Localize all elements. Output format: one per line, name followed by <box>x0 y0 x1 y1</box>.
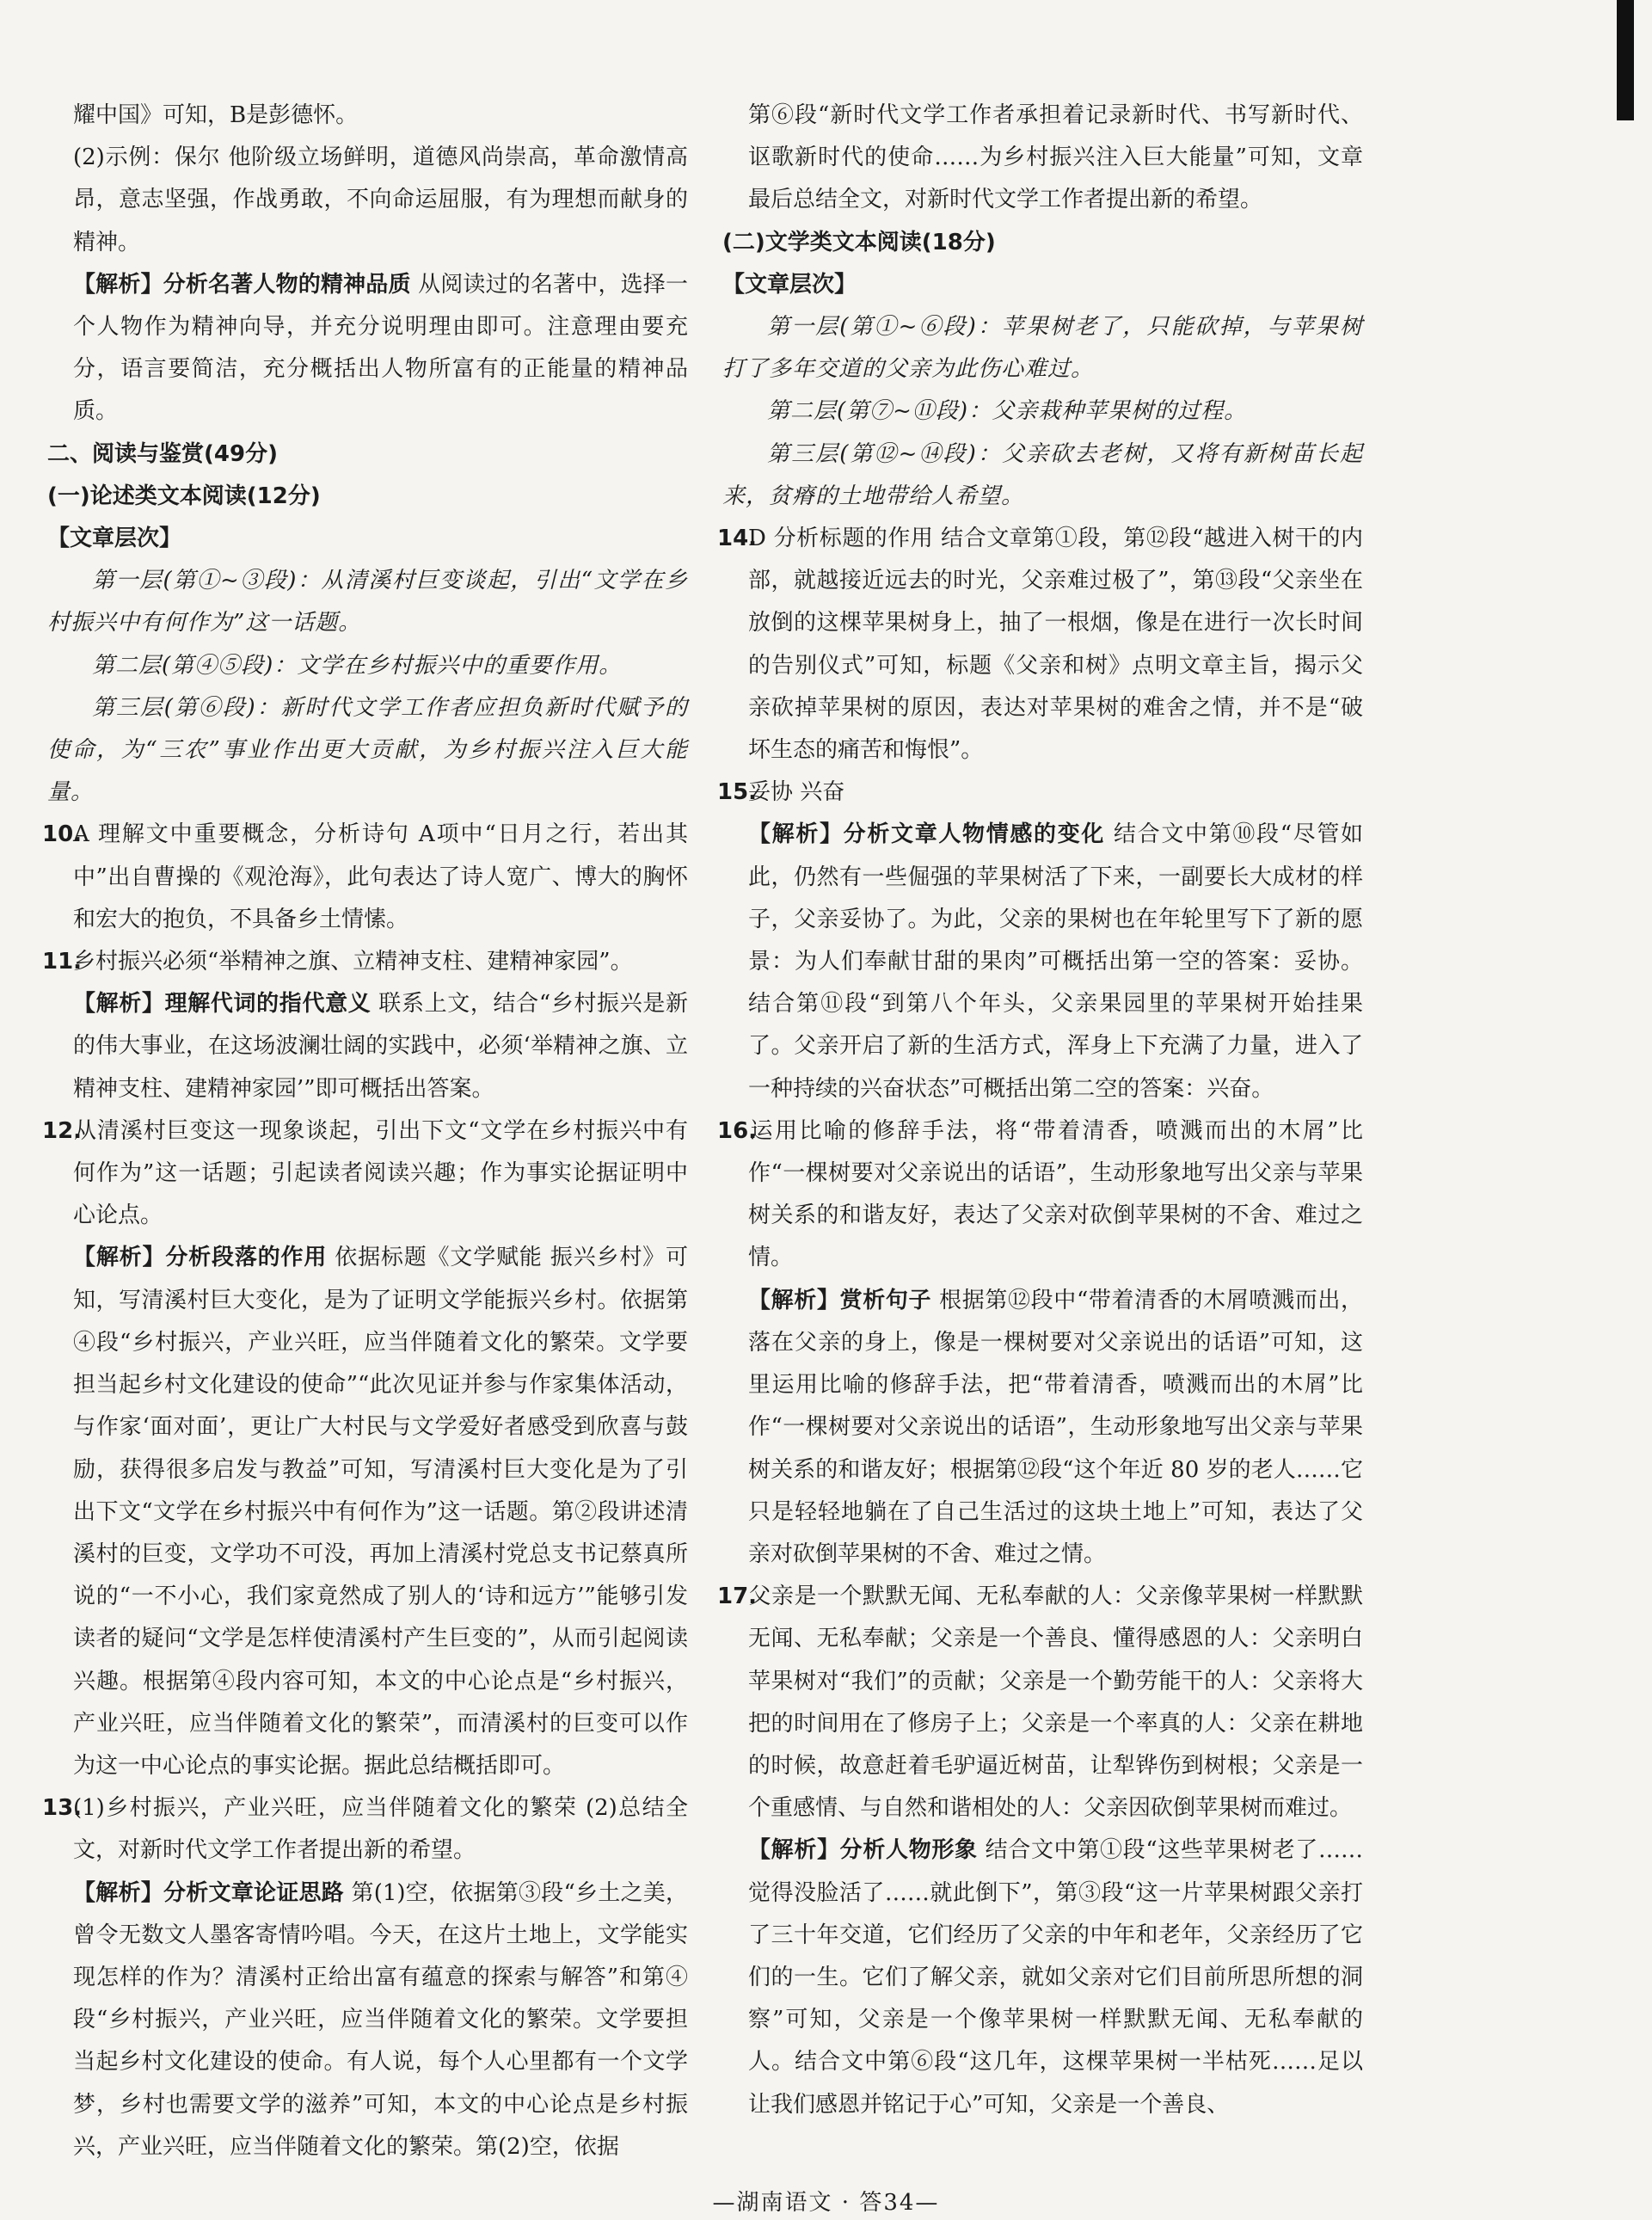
structure-note: 第三层(第⑥段)：新时代文学工作者应担负新时代赋予的使命，为“三农”事业作出更大贡献，为乡村振兴注入巨大能量。 <box>47 694 688 806</box>
section-heading: (一)论述类文本阅读(12分) <box>47 483 321 509</box>
analysis-paragraph <box>47 264 688 434</box>
answer-item <box>42 941 688 983</box>
answer-text: 父亲是一个默默无闻、无私奉献的人：父亲像苹果树一样默默无闻、无私奉献；父亲是一个善良、懂得感恩的人：父亲明白苹果树对“我们”的贡献；父亲是一个勤劳能干的人：父亲将大把的时间用在了修房子上；父亲是一个率真的人：父亲在耕地的时候，故意赶着毛驴逼近树苗，让犁铧伤到树根；父亲是一个重感情、与自然和谐相处的人：父亲因砍倒苹果树而难过。 <box>748 1584 1363 1822</box>
text-paragraph: 第⑥段“新时代文学工作者承担着记录新时代、书写新时代、讴歌新时代的使命……为乡村振兴注入巨大能量”可知，文章最后总结全文，对新时代文学工作者提出新的希望。 <box>748 102 1363 213</box>
structure-note: 第三层(第⑫~⑭段)：父亲砍去老树，又将有新树苗长起来，贫瘠的土地带给人希望。 <box>722 440 1363 509</box>
answer-page <box>42 95 1363 2176</box>
analysis-text: 第(1)空，依据第③段“乡土之美，曾令无数文人墨客寄情吟唱。今天，在这片土地上，文学能实现怎样的作为？清溪村正给出富有蕴意的探索与解答”和第④段“乡村振兴，产业兴旺，应当伴随着文化的繁荣。文学要担当起乡村文化建设的使命。有人说，每个人心里都有一个文学梦，乡村也需要文学的滋养”可知，本文的中心论点是乡村振兴，产业兴旺，应当伴随着文化的繁荣。第(2)空，依据 <box>73 1879 688 2160</box>
analysis-tag: 【解析】分析名著人物的精神品质 <box>73 271 411 298</box>
page-footer: —湖南语文 · 答34— <box>712 2190 940 2216</box>
question-number: 14. <box>717 526 758 552</box>
structure-note: 第二层(第④⑤段)：文学在乡村振兴中的重要作用。 <box>92 652 623 679</box>
answer-item <box>717 1576 1363 1830</box>
answer-item <box>42 1110 688 1238</box>
text-paragraph: 耀中国》可知，B是彭德怀。 <box>73 102 359 128</box>
answer-item <box>42 1787 688 1872</box>
structure-note: 第一层(第①~⑥段)：苹果树老了，只能砍掉，与苹果树打了多年交道的父亲为此伤心难过。 <box>722 314 1363 383</box>
analysis-paragraph <box>47 1873 688 2168</box>
analysis-text: 结合文中第⑩段“尽管如此，仍然有一些倔强的苹果树活了下来，一副要长大成材的样子，父亲妥协了。为此，父亲的果树也在年轮里写下了新的愿景：为人们奉献甘甜的果肉”可概括出第一空的答案：妥协。结合第⑪段“到第八个年头，父亲果园里的苹果树开始挂果了。父亲开启了新的生活方式，浑身上下充满了力量，进入了一种持续的兴奋状态”可概括出第二空的答案：兴奋。 <box>748 821 1363 1102</box>
analysis-tag: 【解析】赏析句子 <box>748 1287 932 1313</box>
answer-item <box>717 518 1363 772</box>
analysis-text: 从阅读过的名著中，选择一个人物作为精神向导，并充分说明理由即可。注意理由要充分，语言要简洁，充分概括出人物所富有的正能量的精神品质。 <box>73 271 688 425</box>
question-number: 17. <box>717 1584 758 1610</box>
scan-edge-bar <box>1617 0 1634 120</box>
text-paragraph: (2)示例：保尔 他阶级立场鲜明，道德风尚崇高，革命激情高昂，意志坚强，作战勇敢，不向命运屈服，有为理想而献身的精神。 <box>73 145 688 255</box>
analysis-tag: 【解析】分析文章人物情感的变化 <box>748 821 1106 848</box>
question-number: 10. <box>42 821 83 848</box>
analysis-text: 根据第⑫段中“带着清香的木屑喷溅而出，落在父亲的身上，像是一棵树要对父亲说出的话语”可知，这里运用比喻的修辞手法，把“带着清香，喷溅而出的木屑”比作“一棵树要对父亲说出的话语”，生动形象地写出父亲与苹果树关系的和谐友好；根据第⑫段“这个年近 80 岁的老人……它只是轻轻地躺在了自己生活过的这块土地上”可知，表达了父亲对砍倒苹果树的不舍、难过之情。 <box>748 1287 1363 1567</box>
left-column <box>42 95 688 2168</box>
analysis-paragraph <box>722 1830 1363 2125</box>
answer-text: A 理解文中重要概念，分析诗句 A项中“日月之行，若出其中”出自曹操的《观沧海》，此句表达了诗人宽广、博大的胸怀和宏大的抱负，不具备乡土情愫。 <box>73 821 688 932</box>
analysis-paragraph <box>722 814 1363 1110</box>
analysis-tag: 【解析】分析文章论证思路 <box>73 1879 344 1906</box>
analysis-paragraph <box>722 1280 1363 1576</box>
structure-note: 第二层(第⑦~⑪段)：父亲栽种苹果树的过程。 <box>767 398 1248 425</box>
answer-text: (1)乡村振兴，产业兴旺，应当伴随着文化的繁荣 (2)总结全文，对新时代文学工作者提出新的希望。 <box>73 1795 688 1864</box>
answer-text: 运用比喻的修辞手法，将“带着清香，喷溅而出的木屑”比作“一棵树要对父亲说出的话语”，生动形象地写出父亲与苹果树关系的和谐友好，表达了父亲对砍倒苹果树的不舍、难过之情。 <box>748 1117 1363 1271</box>
structure-note: 第一层(第①~③段)：从清溪村巨变谈起，引出“文学在乡村振兴中有何作为”这一话题。 <box>47 568 688 636</box>
question-number: 11. <box>42 949 83 975</box>
section-heading: 【文章层次】 <box>722 271 857 298</box>
section-heading: 二、阅读与鉴赏(49分) <box>47 440 278 467</box>
answer-item <box>717 772 1363 814</box>
analysis-tag: 【解析】分析段落的作用 <box>73 1245 328 1271</box>
analysis-paragraph <box>47 983 688 1110</box>
answer-item <box>717 1110 1363 1280</box>
answer-item <box>42 814 688 941</box>
question-number: 12. <box>42 1117 83 1144</box>
section-heading: 【文章层次】 <box>47 526 182 552</box>
question-number: 13. <box>42 1795 83 1822</box>
analysis-paragraph <box>47 1237 688 1787</box>
answer-text: 妥协 兴奋 <box>748 779 845 806</box>
analysis-tag: 【解析】分析人物形象 <box>748 1837 978 1864</box>
analysis-text: 依据标题《文学赋能 振兴乡村》可知，写清溪村巨大变化，是为了证明文学能振兴乡村。依据第④段“乡村振兴，产业兴旺，应当伴随着文化的繁荣。文学要担当起乡村文化建设的使命”“此次见证并参与作家集体活动，与作家‘面对面’，更让广大村民与文学爱好者感受到欣喜与鼓励，获得很多启发与教益”可知，写清溪村巨大变化是为了引出下文“文学在乡村振兴中有何作为”这一话题。第②段讲述清溪村的巨变，文学功不可没，再加上清溪村党总支书记蔡真所说的“一不小心，我们家竟然成了别人的‘诗和远方’”能够引发读者的疑问“文学是怎样使清溪村产生巨变的”，从而引起阅读兴趣。根据第④段内容可知，本文的中心论点是“乡村振兴，产业兴旺，应当伴随着文化的繁荣”，而清溪村的巨变可以作为这一中心论点的事实论据。据此总结概括即可。 <box>73 1245 688 1779</box>
section-heading: (二)文学类文本阅读(18分) <box>722 229 996 255</box>
question-number: 16. <box>717 1117 758 1144</box>
answer-text: 乡村振兴必须“举精神之旗、立精神支柱、建精神家园”。 <box>73 949 633 975</box>
analysis-text: 结合文中第①段“这些苹果树老了……觉得没脸活了……就此倒下”，第③段“这一片苹果树跟父亲打了三十年交道，它们经历了父亲的中年和老年，父亲经历了它们的一生。它们了解父亲，就如父亲对它们目前所思所想的洞察”可知，父亲是一个像苹果树一样默默无闻、无私奉献的人。结合文中第⑥段“这几年，这棵苹果树一半枯死……足以让我们感恩并铭记于心”可知，父亲是一个善良、 <box>748 1837 1363 2118</box>
question-number: 15. <box>717 779 758 806</box>
answer-text: 从清溪村巨变这一现象谈起，引出下文“文学在乡村振兴中有何作为”这一话题；引起读者阅读兴趣；作为事实论据证明中心论点。 <box>73 1117 688 1229</box>
analysis-tag: 【解析】理解代词的指代意义 <box>73 991 372 1018</box>
right-column <box>717 95 1363 2126</box>
answer-text: D 分析标题的作用 结合文章第①段，第⑫段“越进入树干的内部，就越接近远去的时光，父亲难过极了”，第⑬段“父亲坐在放倒的这棵苹果树身上，抽了一根烟，像是在进行一次长时间的告别仪式”可知，标题《父亲和树》点明文章主旨，揭示父亲砍掉苹果树的原因，表达对苹果树的难舍之情，并不是“破坏生态的痛苦和悔恨”。 <box>748 526 1363 764</box>
analysis-text: 联系上文，结合“乡村振兴是新的伟大事业，在这场波澜壮阔的实践中，必须‘举精神之旗、立精神支柱、建精神家园’”即可概括出答案。 <box>73 991 688 1102</box>
